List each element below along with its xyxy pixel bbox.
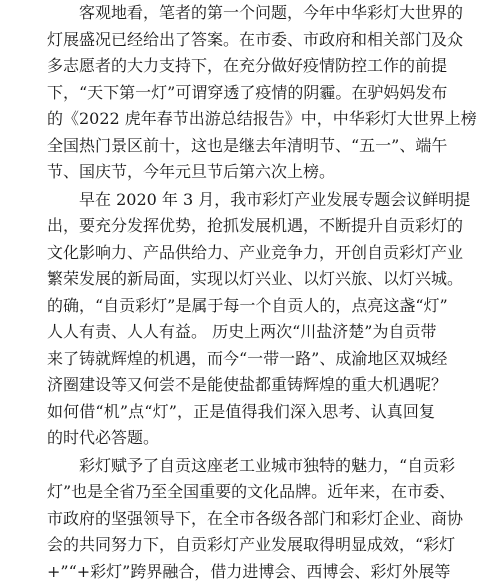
text-line: 繁荣发展的新局面，实现以灯兴业、以灯兴旅、以灯兴城。 [47, 266, 435, 293]
paragraph-2 [47, 187, 435, 452]
text-line: 文化影响力、产品供给力、产业竞争力，开创自贡彩灯产业 [47, 240, 435, 267]
text-line: 全国热门景区前十，这也是继去年清明节、“五一”、端午 [47, 133, 435, 160]
paragraph-3 [47, 453, 435, 585]
text-line: 下，“天下第一灯”可谓穿透了疫情的阴霾。在驴妈妈发布 [47, 80, 435, 107]
text-line: 来了铸就辉煌的机遇，而今“一带一路”、成渝地区双城经 [47, 346, 435, 373]
text-line: 出，要充分发挥优势，抢抓发展机遇，不断提升自贡彩灯的 [47, 213, 435, 240]
text-line: 灯”也是全省乃至全国重要的文化品牌。近年来，在市委、 [47, 479, 435, 506]
paragraph-1 [47, 0, 435, 186]
text-line: 会的共同努力下，自贡彩灯产业发展取得明显成效，“彩灯 [47, 532, 435, 559]
text-line: 多志愿者的大力支持下，在充分做好疫情防控工作的前提 [47, 53, 435, 80]
text-line: 如何借“机”点“灯”，正是值得我们深入思考、认真回复 [47, 399, 435, 426]
text-line: 人人有责、人人有益。 历史上两次“川盐济楚”为自贡带 [47, 319, 435, 346]
text-line: 的时代必答题。 [47, 425, 435, 452]
text-line: 彩灯赋予了自贡这座老工业城市独特的魅力，“自贡彩 [47, 453, 435, 480]
text-line: 济圈建设等又何尝不是能使盐都重铸辉煌的重大机遇呢？ [47, 372, 435, 399]
text-line: 节、国庆节，今年元旦节后第六次上榜。 [47, 159, 435, 186]
document-page [47, 0, 435, 585]
text-line: 的确，“自贡彩灯”是属于每一个自贡人的，点亮这盏“灯” [47, 293, 435, 320]
text-line: 市政府的坚强领导下，在全市各级各部门和彩灯企业、商协 [47, 506, 435, 533]
text-line: +”“+彩灯”跨界融合，借力进博会、西博会、彩灯外展等 [47, 559, 435, 585]
text-line: 客观地看，笔者的第一个问题，今年中华彩灯大世界的 [47, 0, 435, 27]
text-line: 早在 2020 年 3 月，我市彩灯产业发展专题会议鲜明提 [47, 187, 435, 214]
text-line: 的《2022 虎年春节出游总结报告》中，中华彩灯大世界上榜 [47, 106, 435, 133]
text-line: 灯展盛况已经给出了答案。在市委、市政府和相关部门及众 [47, 27, 435, 54]
